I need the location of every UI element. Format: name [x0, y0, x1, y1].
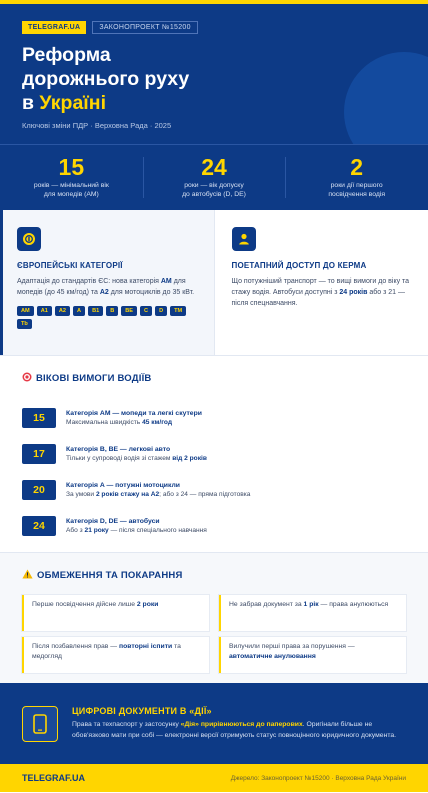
- age-title: Категорія B, BE — легкові авто: [66, 446, 171, 453]
- category-chip: Tb: [17, 319, 32, 329]
- warning-icon: [22, 569, 33, 582]
- restrictions-section: [0, 553, 428, 683]
- category-chip: A1: [37, 306, 52, 316]
- hero-header: [0, 4, 428, 144]
- age-badge: 20: [22, 480, 56, 500]
- card-title: ПОЕТАПНИЙ ДОСТУП ДО КЕРМА: [231, 261, 367, 270]
- age-title: Категорія AM — мопеди та легкі скутери: [66, 410, 202, 417]
- stat-item: [143, 145, 286, 210]
- section-title: [22, 372, 406, 385]
- category-chip: C: [140, 306, 152, 316]
- stat-label-line: до автобусів (D, DE): [182, 190, 246, 198]
- age-desc: Або з 21 року — після спеціального навчання: [66, 527, 207, 534]
- law-tag: ЗАКОНОПРОЕКТ №15200: [92, 21, 197, 34]
- stat-label-line: років — мінімальний вік: [33, 182, 109, 189]
- footer-brand-link[interactable]: TELEGRAF.UA: [22, 773, 85, 783]
- stat-label: [143, 182, 286, 199]
- digital-text: Права та техпаспорт у застосунку «Дія» прирівнюються до паперових. Оригінали більше не обов'язково мати при собі — електронні версії отримують статус повноцінного юридичного документа.: [72, 721, 397, 739]
- digital-documents-banner: [0, 683, 428, 764]
- section-title-text: ОБМЕЖЕННЯ ТА ПОКАРАННЯ: [37, 570, 183, 581]
- page-subtitle: Ключові зміни ПДР · Верховна Рада · 2025: [22, 121, 172, 130]
- category-chip: A: [73, 306, 85, 316]
- age-desc: Тільки у супроводі водія зі стажем від 2 років: [66, 455, 207, 462]
- page-title: [22, 43, 406, 115]
- category-chip: B1: [88, 306, 103, 316]
- age-badge: 24: [22, 516, 56, 536]
- category-chip: TM: [170, 306, 186, 316]
- card-text: Що потужніший транспорт — то вищі вимоги до віку та стажу водія. Автобуси доступні з 24 років або з 21 — після спецнавчання.: [231, 278, 410, 307]
- stat-item: [285, 145, 428, 210]
- card-title: ЄВРОПЕЙСЬКІ КАТЕГОРІЇ: [17, 261, 123, 270]
- stat-value: 15: [58, 154, 85, 180]
- restriction-card: Перше посвідчення дійсне лише 2 роки: [22, 595, 209, 631]
- stat-label: [0, 182, 143, 199]
- age-title: Категорія A — потужні мотоцикли: [66, 482, 180, 489]
- age-title: Категорія D, DE — автобуси: [66, 518, 160, 525]
- target-icon: [22, 372, 32, 385]
- list-item: [22, 508, 406, 544]
- age-info: [66, 410, 202, 426]
- category-chip: BE: [121, 306, 137, 316]
- title-line-1: Реформа: [22, 44, 111, 66]
- stat-label-line: для мопедів (AM): [43, 190, 99, 198]
- stat-label: [285, 182, 428, 199]
- stat-value: 24: [201, 154, 227, 180]
- restriction-card: Вилучили перші права за порушення — автоматичне анулювання: [219, 637, 406, 673]
- hero-tags: [22, 21, 406, 34]
- stat-label-line: роки — вік допуску: [184, 182, 244, 189]
- title-line-2: дорожнього руху: [22, 68, 190, 90]
- title-accent: Україні: [39, 92, 106, 114]
- section-title-text: ВІКОВІ ВИМОГИ ВОДІЇВ: [36, 373, 152, 384]
- category-chip: AM: [17, 306, 34, 316]
- restriction-card: Після позбавлення прав — повторні іспити та медогляд: [22, 637, 209, 673]
- badge-icon: [17, 227, 41, 251]
- stat-label-line: роки дії першого: [330, 182, 383, 189]
- stat-value: 2: [350, 154, 364, 180]
- title-line-3-prefix: в: [22, 92, 40, 114]
- restrictions-grid: [22, 595, 406, 673]
- restriction-card: Не забрав документ за 1 рік — права анулюються: [219, 595, 406, 631]
- category-chip: B: [106, 306, 118, 316]
- list-item: [22, 400, 406, 436]
- info-cards: [0, 210, 428, 356]
- card-text: Адаптація до стандартів ЄС: нова категорія AM для мопедів (до 45 км/год) та A2 для мотоциклів до 35 кВт.: [17, 278, 195, 296]
- brand-tag: TELEGRAF.UA: [22, 21, 86, 34]
- digital-title: ЦИФРОВІ ДОКУМЕНТИ В «ДІЇ»: [72, 706, 212, 716]
- footer-source: Джерело: Законопроект №15200 · Верховна Рада України: [230, 774, 406, 782]
- footer: [0, 764, 428, 792]
- stats-bar: [0, 144, 428, 210]
- section-title: [22, 569, 406, 582]
- age-desc: Максимальна швидкість 45 км/год: [66, 419, 173, 426]
- age-desc: За умови 2 років стажу на A2; або з 24 — пряма підготовка: [66, 491, 251, 498]
- digital-content: [72, 706, 406, 741]
- age-list: [22, 400, 406, 544]
- age-badge: 15: [22, 408, 56, 428]
- person-icon: [232, 227, 256, 251]
- age-info: [66, 518, 207, 534]
- category-chip: D: [155, 306, 167, 316]
- age-info: [66, 482, 250, 498]
- age-requirements-section: [0, 356, 428, 553]
- age-badge: 17: [22, 444, 56, 464]
- category-chips: [17, 306, 189, 329]
- category-chip: A2: [55, 306, 70, 316]
- phone-icon: [22, 706, 58, 742]
- list-item: [22, 472, 406, 508]
- european-categories-card: [0, 210, 215, 355]
- stat-label-line: посвідчення водія: [328, 190, 386, 198]
- staged-access-card: [215, 210, 428, 355]
- stat-item: [0, 145, 143, 210]
- list-item: [22, 436, 406, 472]
- age-info: [66, 446, 207, 462]
